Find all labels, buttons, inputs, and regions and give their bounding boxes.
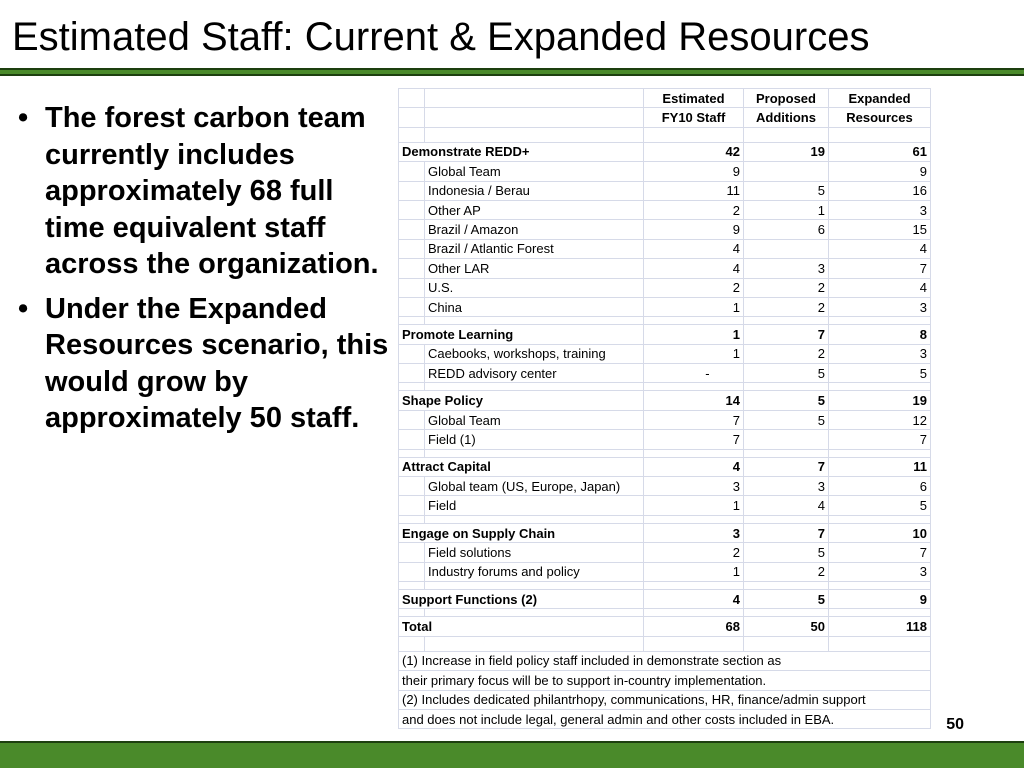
row-estimated: 7 (644, 410, 744, 429)
total-row (399, 617, 931, 636)
table-row (399, 181, 931, 200)
row-proposed (744, 239, 829, 258)
row-estimated: 3 (644, 477, 744, 496)
row-estimated: 1 (644, 562, 744, 581)
row-expanded: 3 (829, 344, 931, 363)
table-row (399, 562, 931, 581)
spacer-row (399, 636, 931, 651)
table-row (399, 297, 931, 316)
section-row (399, 457, 931, 476)
table-row (399, 430, 931, 449)
section-label: Attract Capital (399, 457, 644, 476)
bullet-list (14, 100, 394, 445)
row-label: Global Team (425, 162, 644, 181)
row-expanded: 5 (829, 364, 931, 383)
section-proposed: 5 (744, 589, 829, 608)
footnote-text: (2) Includes dedicated philantrhopy, communications, HR, finance/admin support (399, 690, 931, 709)
table-row (399, 239, 931, 258)
row-proposed: 4 (744, 496, 829, 515)
row-proposed (744, 430, 829, 449)
header-estimated-sub: FY10 Staff (644, 108, 744, 127)
total-expanded: 118 (829, 617, 931, 636)
row-estimated: 7 (644, 430, 744, 449)
bullet-symbol: • (18, 102, 29, 134)
table-row (399, 477, 931, 496)
row-proposed: 5 (744, 364, 829, 383)
table-header-row (399, 89, 931, 108)
row-expanded: 7 (829, 430, 931, 449)
row-label: Field (425, 496, 644, 515)
row-estimated: 2 (644, 278, 744, 297)
row-proposed: 2 (744, 344, 829, 363)
row-expanded: 9 (829, 162, 931, 181)
header-expanded: Expanded (829, 89, 931, 108)
row-estimated: 9 (644, 162, 744, 181)
section-expanded: 10 (829, 523, 931, 542)
row-proposed: 3 (744, 477, 829, 496)
row-estimated-value: - (705, 365, 710, 381)
header-proposed-sub: Additions (744, 108, 829, 127)
section-row (399, 523, 931, 542)
row-label: Brazil / Atlantic Forest (425, 239, 644, 258)
row-expanded: 3 (829, 297, 931, 316)
row-expanded: 3 (829, 562, 931, 581)
row-expanded: 15 (829, 220, 931, 239)
section-label: Shape Policy (399, 391, 644, 410)
section-label: Support Functions (2) (399, 589, 644, 608)
table-row (399, 162, 931, 181)
section-proposed: 5 (744, 391, 829, 410)
row-estimated: 11 (644, 181, 744, 200)
row-proposed: 5 (744, 543, 829, 562)
row-label: U.S. (425, 278, 644, 297)
row-expanded: 16 (829, 181, 931, 200)
row-proposed: 6 (744, 220, 829, 239)
row-label: Indonesia / Berau (425, 181, 644, 200)
row-expanded: 4 (829, 239, 931, 258)
spacer-row (399, 449, 931, 457)
section-estimated: 1 (644, 325, 744, 344)
row-proposed: 2 (744, 278, 829, 297)
section-expanded: 11 (829, 457, 931, 476)
spacer-row (399, 581, 931, 589)
row-estimated: 9 (644, 220, 744, 239)
table-row (399, 543, 931, 562)
header-estimated: Estimated (644, 89, 744, 108)
row-estimated (644, 364, 744, 383)
staff-table (398, 88, 931, 729)
page-number: 50 (946, 716, 964, 733)
header-expanded-sub: Resources (829, 108, 931, 127)
total-estimated: 68 (644, 617, 744, 636)
spacer-row (399, 609, 931, 617)
footnote-row (399, 709, 931, 728)
spacer-row (399, 127, 931, 142)
footer-bar (0, 741, 1024, 768)
slide-title: Estimated Staff: Current & Expanded Resources (12, 15, 870, 59)
footnote-text: (1) Increase in field policy staff included in demonstrate section as (399, 651, 931, 670)
footnote-text: their primary focus will be to support in-country implementation. (399, 671, 931, 690)
row-estimated: 1 (644, 297, 744, 316)
row-estimated: 4 (644, 259, 744, 278)
table-row (399, 344, 931, 363)
total-label: Total (399, 617, 644, 636)
row-expanded: 6 (829, 477, 931, 496)
bullet-symbol: • (18, 292, 29, 325)
table-row (399, 200, 931, 219)
row-label: Field solutions (425, 543, 644, 562)
section-proposed: 7 (744, 523, 829, 542)
section-label: Promote Learning (399, 325, 644, 344)
row-expanded: 7 (829, 259, 931, 278)
row-expanded: 4 (829, 278, 931, 297)
section-label: Engage on Supply Chain (399, 523, 644, 542)
row-label: China (425, 297, 644, 316)
bullet-text: The forest carbon team currently includes approximately 68 full time equivalent staff across the organization. (45, 102, 379, 280)
row-label: REDD advisory center (425, 364, 644, 383)
spacer-row (399, 317, 931, 325)
section-estimated: 4 (644, 589, 744, 608)
row-estimated: 1 (644, 496, 744, 515)
table-header-row (399, 108, 931, 127)
spacer-row (399, 383, 931, 391)
row-label: Global Team (425, 410, 644, 429)
row-label: Other LAR (425, 259, 644, 278)
row-proposed (744, 162, 829, 181)
bullet-item (14, 291, 394, 437)
staff-table-container (398, 88, 931, 729)
header-proposed: Proposed (744, 89, 829, 108)
section-expanded: 8 (829, 325, 931, 344)
row-proposed: 5 (744, 181, 829, 200)
section-row (399, 391, 931, 410)
section-estimated: 14 (644, 391, 744, 410)
table-row (399, 278, 931, 297)
row-proposed: 2 (744, 297, 829, 316)
bullet-item (14, 100, 394, 283)
section-estimated: 42 (644, 142, 744, 161)
footnote-row (399, 671, 931, 690)
bullet-text: Under the Expanded Resources scenario, this would grow by approximately 50 staff. (45, 292, 389, 434)
row-proposed: 5 (744, 410, 829, 429)
section-row (399, 589, 931, 608)
title-divider (0, 68, 1024, 76)
row-proposed: 2 (744, 562, 829, 581)
total-proposed: 50 (744, 617, 829, 636)
row-expanded: 3 (829, 200, 931, 219)
footnote-row (399, 690, 931, 709)
table-row (399, 259, 931, 278)
section-expanded: 61 (829, 142, 931, 161)
row-proposed: 3 (744, 259, 829, 278)
row-estimated: 1 (644, 344, 744, 363)
row-estimated: 2 (644, 200, 744, 219)
row-estimated: 4 (644, 239, 744, 258)
section-row (399, 325, 931, 344)
section-expanded: 19 (829, 391, 931, 410)
section-proposed: 19 (744, 142, 829, 161)
spacer-row (399, 515, 931, 523)
row-label: Other AP (425, 200, 644, 219)
table-row (399, 220, 931, 239)
row-expanded: 7 (829, 543, 931, 562)
footnote-row (399, 651, 931, 670)
row-label: Caebooks, workshops, training (425, 344, 644, 363)
table-row (399, 364, 931, 383)
section-estimated: 4 (644, 457, 744, 476)
section-label: Demonstrate REDD+ (399, 142, 644, 161)
section-proposed: 7 (744, 325, 829, 344)
section-expanded: 9 (829, 589, 931, 608)
row-expanded: 12 (829, 410, 931, 429)
row-proposed: 1 (744, 200, 829, 219)
table-row (399, 410, 931, 429)
footnote-text: and does not include legal, general admin and other costs included in EBA. (399, 709, 931, 728)
section-row (399, 142, 931, 161)
row-expanded: 5 (829, 496, 931, 515)
section-estimated: 3 (644, 523, 744, 542)
row-label: Industry forums and policy (425, 562, 644, 581)
row-label: Global team (US, Europe, Japan) (425, 477, 644, 496)
row-label: Brazil / Amazon (425, 220, 644, 239)
table-row (399, 496, 931, 515)
row-estimated: 2 (644, 543, 744, 562)
row-label: Field (1) (425, 430, 644, 449)
section-proposed: 7 (744, 457, 829, 476)
